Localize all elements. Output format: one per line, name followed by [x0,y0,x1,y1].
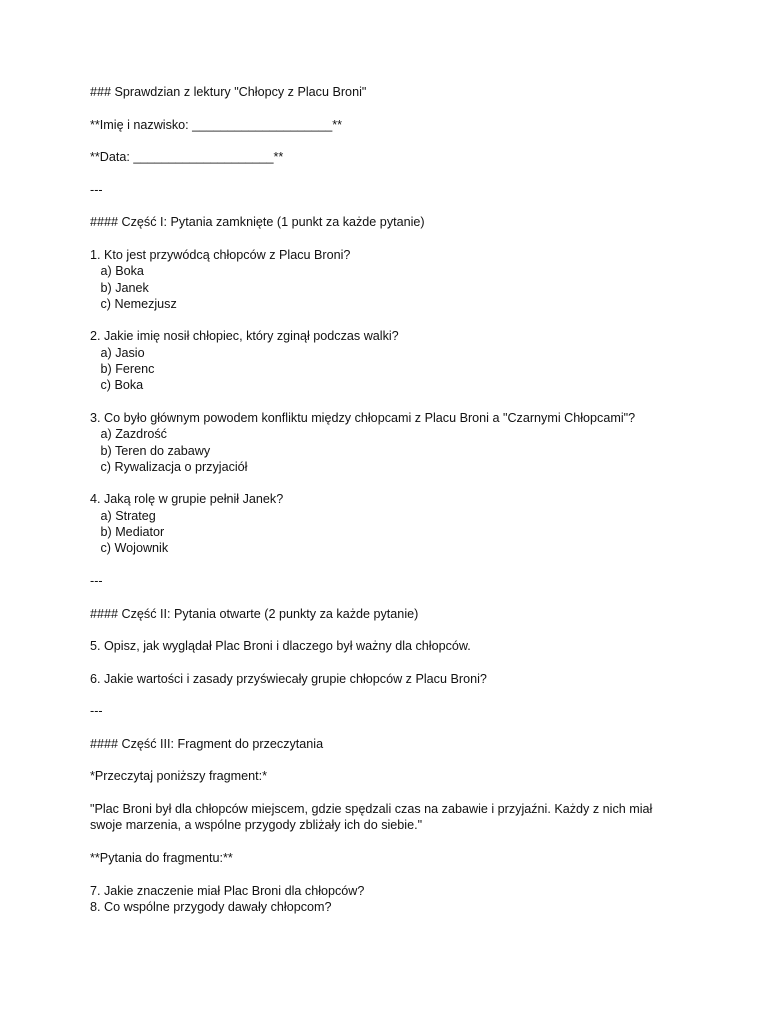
date-field-line: **Data: ____________________** [90,150,284,165]
question-3-option-b: b) Teren do zabawy [90,443,211,458]
fragment-questions-heading: **Pytania do fragmentu:** [90,850,233,865]
question-4: 4. Jaką rolę w grupie pełnił Janek? [90,492,284,507]
question-1-option-b: b) Janek [90,280,149,295]
separator: --- [90,573,103,588]
separator: --- [90,704,103,719]
document-title: ### Sprawdzian z lektury "Chłopcy z Placu Broni" [90,85,367,99]
part3-heading: #### Część III: Fragment do przeczytania [90,736,324,751]
question-2-option-a: a) Jasio [90,345,145,360]
question-6: 6. Jakie wartości i zasady przyświecały grupie chłopców z Placu Broni? [90,671,487,686]
question-5: 5. Opisz, jak wyglądał Plac Broni i dlaczego był ważny dla chłopców. [90,639,471,654]
question-1-option-c: c) Nemezjusz [90,296,177,311]
question-4-option-c: c) Wojownik [90,541,169,556]
name-field-line: **Imię i nazwisko: ____________________** [90,117,343,132]
fragment-instruction: *Przeczytaj poniższy fragment:* [90,769,268,784]
question-3: 3. Co było głównym powodem konfliktu między chłopcami z Placu Broni a "Czarnymi Chłopcami"? [90,410,636,425]
question-8: 8. Co wspólne przygody dawały chłopcom? [90,899,332,914]
question-3-option-a: a) Zazdrość [90,427,167,442]
part1-heading: #### Część I: Pytania zamknięte (1 punkt za każde pytanie) [90,215,425,230]
question-1-option-a: a) Boka [90,264,144,279]
fragment-text-line-2: swoje marzenia, a wspólne przygody zbliżały ich do siebie." [90,818,423,833]
question-2-option-b: b) Ferenc [90,362,155,377]
part2-heading: #### Część II: Pytania otwarte (2 punkty za każde pytanie) [90,606,419,621]
question-7: 7. Jakie znaczenie miał Plac Broni dla chłopców? [90,883,365,898]
question-1: 1. Kto jest przywódcą chłopców z Placu Broni? [90,247,351,262]
separator: --- [90,182,103,197]
document-page [90,84,730,915]
question-3-option-c: c) Rywalizacja o przyjaciół [90,459,248,474]
fragment-text-line-1: "Plac Broni był dla chłopców miejscem, gdzie spędzali czas na zabawie i przyjaźni. Każdy z nich miał [90,802,653,817]
question-4-option-b: b) Mediator [90,525,165,540]
question-4-option-a: a) Strateg [90,508,156,523]
question-2: 2. Jakie imię nosił chłopiec, który zginął podczas walki? [90,329,399,344]
question-2-option-c: c) Boka [90,378,144,393]
